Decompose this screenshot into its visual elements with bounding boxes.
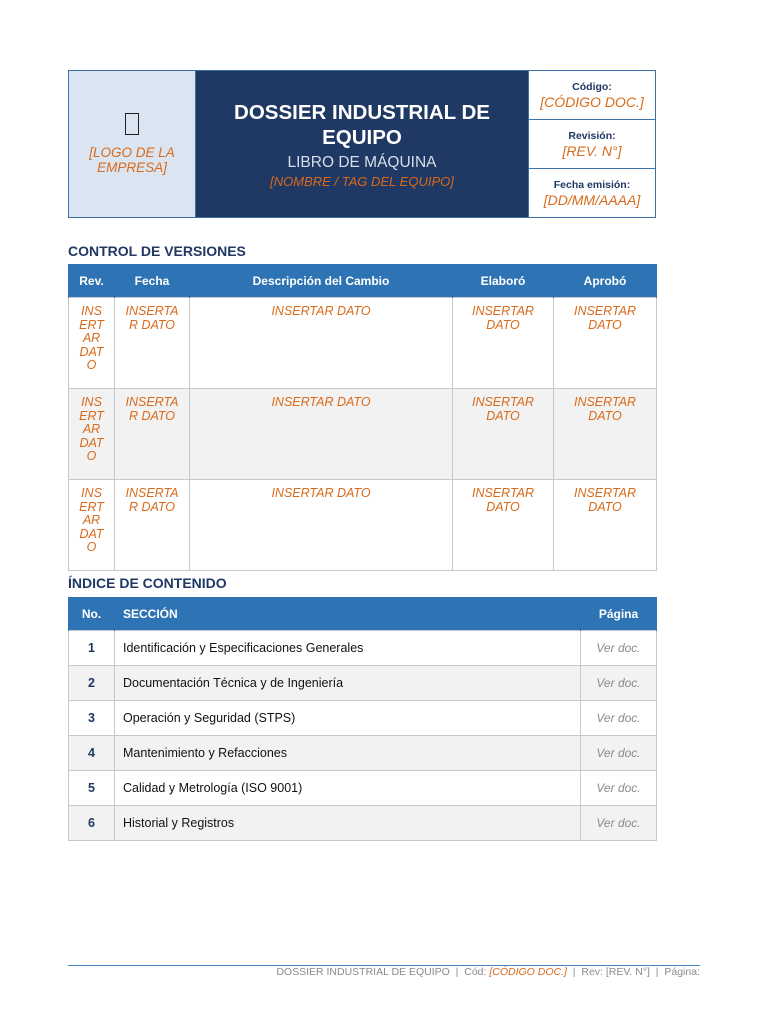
table-cell[interactable]: INSERTAR DATO <box>69 298 115 389</box>
table-cell[interactable]: INSERTAR DATO <box>115 480 190 571</box>
versions-section-title: CONTROL DE VERSIONES <box>68 243 246 259</box>
section-number: 4 <box>69 736 115 771</box>
table-row[interactable] <box>69 631 657 666</box>
table-cell[interactable]: INSERTAR DATO <box>69 389 115 480</box>
section-name[interactable]: Mantenimiento y Refacciones <box>115 736 581 771</box>
section-number: 3 <box>69 701 115 736</box>
meta-issue-date <box>529 169 655 217</box>
footer-code-value: [CÓDIGO DOC.] <box>489 966 567 978</box>
title-block <box>196 71 528 217</box>
table-row <box>69 480 657 571</box>
table-header-row <box>69 597 657 631</box>
section-page: Ver doc. <box>581 771 657 806</box>
column-header: SECCIÓN <box>115 597 581 631</box>
logo-placeholder <box>69 71 196 217</box>
section-number: 5 <box>69 771 115 806</box>
meta-code <box>529 71 655 120</box>
table-row <box>69 389 657 480</box>
footer-separator: | <box>572 966 576 978</box>
section-name[interactable]: Identificación y Especificaciones Generales <box>115 631 581 666</box>
footer-code-label: Cód: <box>464 966 487 978</box>
meta-value: [REV. N°] <box>562 142 622 159</box>
column-header: Página <box>581 597 657 631</box>
table-cell[interactable]: INSERTAR DATO <box>115 389 190 480</box>
table-cell[interactable]: INSERTAR DATO <box>554 480 657 571</box>
footer-separator: | <box>655 966 659 978</box>
index-table <box>68 597 657 841</box>
column-header: Elaboró <box>453 264 554 298</box>
table-row[interactable] <box>69 806 657 841</box>
column-header: Fecha <box>115 264 190 298</box>
section-name[interactable]: Calidad y Metrología (ISO 9001) <box>115 771 581 806</box>
column-header: Descripción del Cambio <box>190 264 453 298</box>
document-title: DOSSIER INDUSTRIAL DE EQUIPO <box>234 100 490 149</box>
section-number: 6 <box>69 806 115 841</box>
meta-value: [CÓDIGO DOC.] <box>540 93 644 110</box>
table-row <box>69 298 657 389</box>
table-row[interactable] <box>69 736 657 771</box>
page-footer <box>276 966 700 978</box>
table-cell[interactable]: INSERTAR DATO <box>453 298 554 389</box>
image-placeholder-icon <box>125 113 139 135</box>
meta-revision <box>529 120 655 169</box>
meta-label: Revisión: <box>568 129 616 142</box>
column-header: No. <box>69 597 115 631</box>
table-cell[interactable]: INSERTAR DATO <box>69 480 115 571</box>
section-page: Ver doc. <box>581 631 657 666</box>
section-number: 1 <box>69 631 115 666</box>
document-meta <box>528 71 655 217</box>
document-subtitle: LIBRO DE MÁQUINA <box>287 153 437 171</box>
footer-doc-name: DOSSIER INDUSTRIAL DE EQUIPO <box>276 966 450 978</box>
section-name[interactable]: Documentación Técnica y de Ingeniería <box>115 666 581 701</box>
table-cell[interactable]: INSERTAR DATO <box>554 389 657 480</box>
logo-text: [LOGO DE LA EMPRESA] <box>89 145 175 175</box>
table-cell[interactable]: INSERTAR DATO <box>453 389 554 480</box>
footer-rev-label: Rev: <box>581 966 603 978</box>
table-row[interactable] <box>69 701 657 736</box>
footer-separator: | <box>455 966 459 978</box>
footer-page-label: Página: <box>664 966 700 978</box>
section-name[interactable]: Historial y Registros <box>115 806 581 841</box>
section-page: Ver doc. <box>581 701 657 736</box>
section-name[interactable]: Operación y Seguridad (STPS) <box>115 701 581 736</box>
versions-table <box>68 264 657 571</box>
table-cell[interactable]: INSERTAR DATO <box>190 298 453 389</box>
meta-label: Código: <box>572 80 612 93</box>
table-cell[interactable]: INSERTAR DATO <box>554 298 657 389</box>
section-page: Ver doc. <box>581 666 657 701</box>
meta-value: [DD/MM/AAAA] <box>543 191 641 208</box>
index-section-title: ÍNDICE DE CONTENIDO <box>68 575 227 591</box>
column-header: Aprobó <box>554 264 657 298</box>
meta-label: Fecha emisión: <box>553 178 631 191</box>
column-header: Rev. <box>69 264 115 298</box>
table-header-row <box>69 264 657 298</box>
table-cell[interactable]: INSERTAR DATO <box>190 389 453 480</box>
footer-rev-value: [REV. N°] <box>605 966 650 978</box>
section-page: Ver doc. <box>581 736 657 771</box>
equipment-tag: [NOMBRE / TAG DEL EQUIPO] <box>270 173 454 189</box>
table-row[interactable] <box>69 771 657 806</box>
section-page: Ver doc. <box>581 806 657 841</box>
document-header <box>68 70 656 218</box>
table-cell[interactable]: INSERTAR DATO <box>115 298 190 389</box>
table-cell[interactable]: INSERTAR DATO <box>190 480 453 571</box>
table-cell[interactable]: INSERTAR DATO <box>453 480 554 571</box>
section-number: 2 <box>69 666 115 701</box>
table-row[interactable] <box>69 666 657 701</box>
